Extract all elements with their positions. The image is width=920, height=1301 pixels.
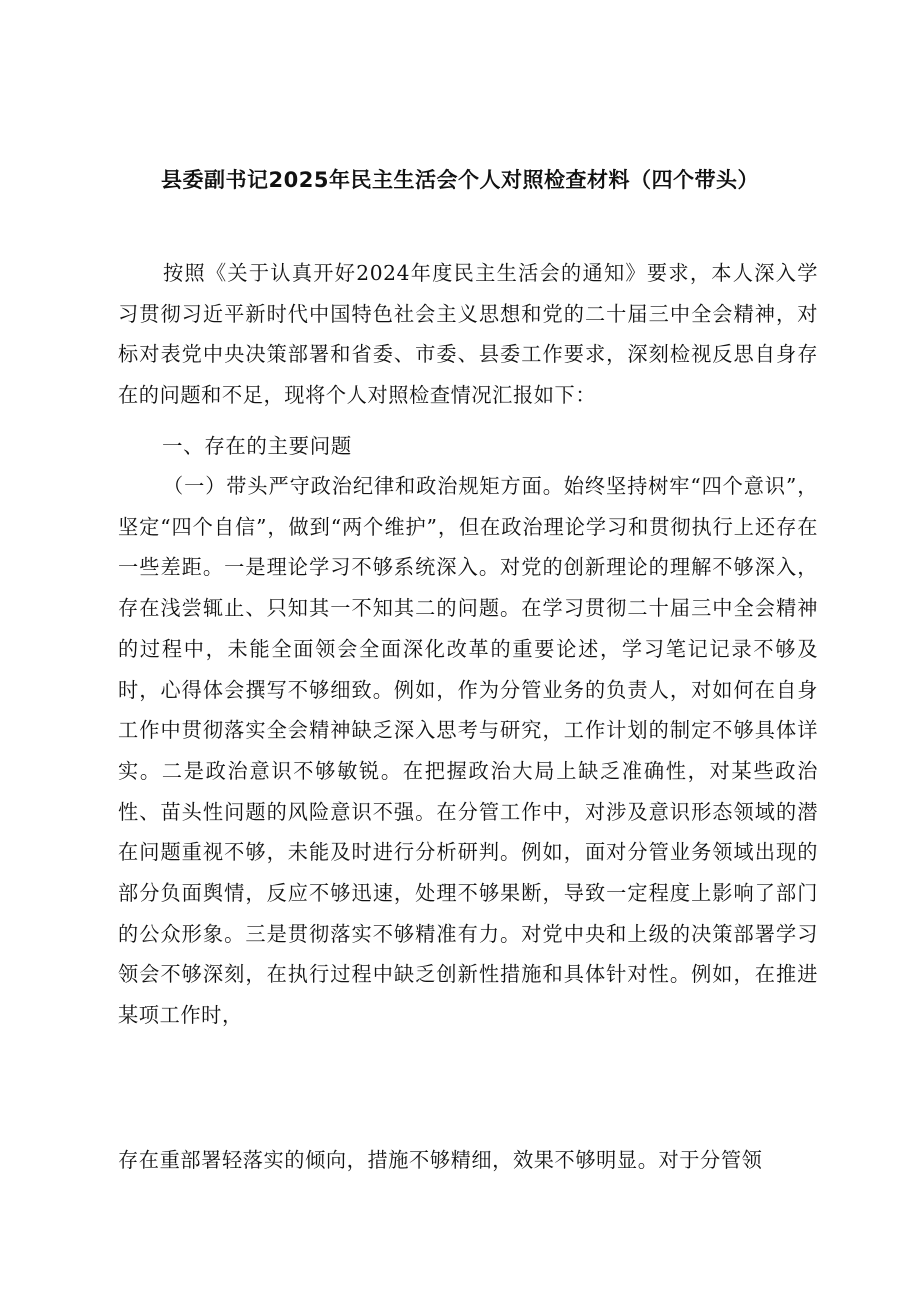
political-discipline-paragraph xyxy=(118,466,818,1036)
intro-text: 按照《关于认真开好2024年度民主生活会的通知》要求，本人深入学习贯彻习近平新时代中国特色社会主义思想和党的二十届三中全会精神，对标对表党中央决策部署和省委、市委、县委工作要求，深刻检视反思自身存在的问题和不足，现将个人对照检查情况汇报如下： xyxy=(118,261,818,408)
political-discipline-text: （一）带头严守政治纪律和政治规矩方面。始终坚持树牢“四个意识”，坚定“四个自信”，做到“两个维护”，但在政治理论学习和贯彻执行上还存在一些差距。一是理论学习不够系统深入。对党的创新理论的理解不够深入，存在浅尝辄止、只知其一不知其二的问题。在学习贯彻二十届三中全会精神的过程中，未能全面领会全面深化改革的重要论述，学习笔记记录不够及时，心得体会撰写不够细致。例如，作为分管业务的负责人，对如何在自身工作中贯彻落实全会精神缺乏深入思考与研究，工作计划的制定不够具体详实。二是政治意识不够敏锐。在把握政治大局上缺乏准确性，对某些政治性、苗头性问题的风险意识不强。在分管工作中，对涉及意识形态领域的潜在问题重视不够，未能及时进行分析研判。例如，面对分管业务领域出现的部分负面舆情，反应不够迅速，处理不够果断，导致一定程度上影响了部门的公众形象。三是贯彻落实不够精准有力。对党中央和上级的决策部署学习领会不够深刻，在执行过程中缺乏创新性措施和具体针对性。例如，在推进某项工作时， xyxy=(118,474,818,1028)
continuation-paragraph: 存在重部署轻落实的倾向，措施不够精细，效果不够明显。对于分管领 xyxy=(118,1148,763,1172)
document-title: 县委副书记2025年民主生活会个人对照检查材料（四个带头） xyxy=(161,168,759,192)
section-heading-problems: 一、存在的主要问题 xyxy=(162,434,352,458)
intro-paragraph xyxy=(118,253,818,416)
